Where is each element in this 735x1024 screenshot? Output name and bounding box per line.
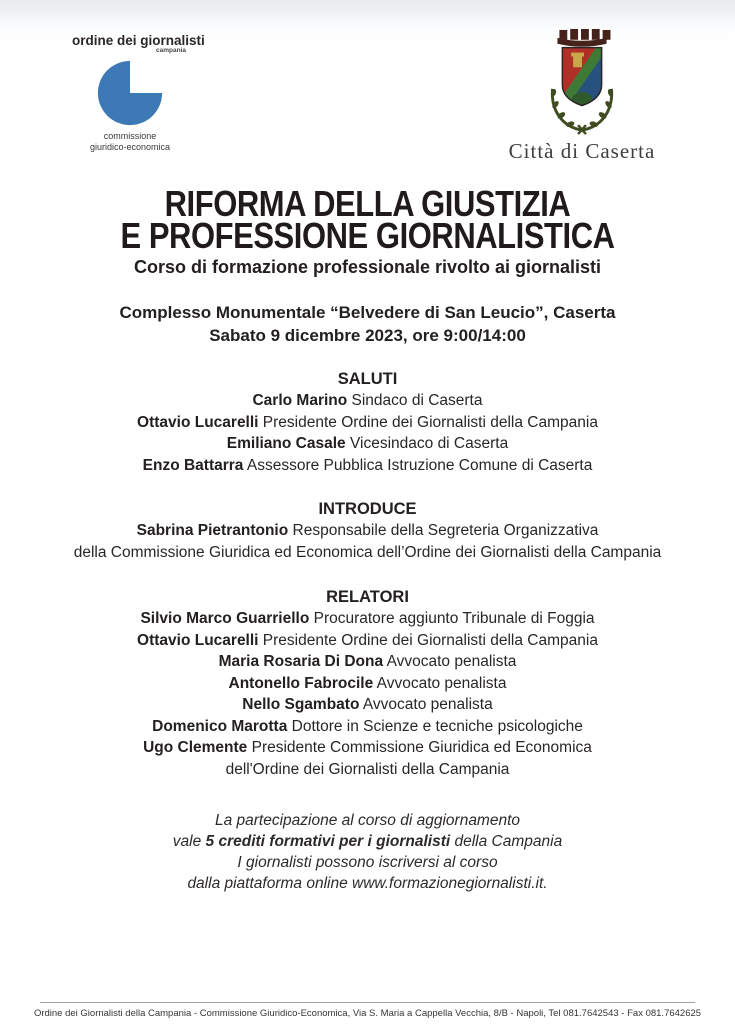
- credits-line2-bold: 5 crediti formativi per i giornalisti: [205, 833, 451, 850]
- odg-logo-region: campania: [156, 47, 186, 54]
- title-subtitle: Corso di formazione professionale rivolto ai giornalisti: [133, 257, 602, 277]
- speaker-name: Antonello Fabrocile: [228, 674, 374, 692]
- speaker-line: [0, 673, 735, 695]
- speaker-name: Sabrina Pietrantonio: [136, 522, 289, 539]
- speaker-name: Ottavio Lucarelli: [137, 631, 259, 649]
- speaker-line: [0, 737, 735, 759]
- speaker-line: [0, 651, 735, 673]
- speaker-line: [0, 694, 735, 716]
- credits-line4: dalla piattaforma online www.formazionegiornalisti.it.: [187, 875, 548, 892]
- speaker-role: dell'Ordine dei Giornalisti della Campania: [225, 760, 510, 778]
- page-title: [0, 183, 735, 256]
- speaker-role: Presidente Ordine dei Giornalisti della Campania: [258, 413, 598, 431]
- credits-line2: [0, 831, 735, 852]
- event-venue: Complesso Monumentale “Belvedere di San Leucio”, Caserta: [119, 303, 616, 322]
- speaker-name: Carlo Marino: [252, 392, 348, 409]
- speaker-name: Silvio Marco Guarriello: [140, 610, 310, 627]
- speaker-line: [0, 608, 735, 630]
- speaker-line: [0, 630, 735, 652]
- event-info: [0, 301, 735, 347]
- speaker-role: della Commissione Giuridica ed Economica dell’Ordine dei Giornalisti della Campania: [73, 543, 662, 561]
- odg-logo-title: ordine dei giornalisti: [72, 33, 205, 48]
- odg-caption-line1: commissione: [103, 131, 157, 141]
- speaker-line: [0, 716, 735, 738]
- odg-campania-logo: [72, 33, 205, 152]
- speaker-role: Sindaco di Caserta: [347, 392, 483, 409]
- footer-contact-info: Ordine dei Giornalisti della Campania - Commissione Giuridico-Economica, Via S. Maria a Cappella Vecchia, 8/B - Napoli, Tel 081.7642543 - Fax 081.7642625: [33, 1008, 702, 1019]
- section-heading: SALUTI: [337, 370, 398, 388]
- section-heading: INTRODUCE: [318, 500, 417, 518]
- footer-divider: [40, 1002, 695, 1003]
- speaker-role: Presidente Ordine dei Giornalisti della Campania: [258, 631, 598, 649]
- speaker-name: Enzo Battarra: [142, 456, 244, 474]
- title-line-2: E PROFESSIONE GIORNALISTICA: [120, 215, 615, 256]
- credits-note: [0, 810, 735, 894]
- speaker-role: Vicesindaco di Caserta: [345, 435, 509, 452]
- speaker-line: [0, 759, 735, 781]
- speaker-line: [0, 412, 735, 434]
- speaker-line: [0, 542, 735, 564]
- main-content: [0, 183, 735, 894]
- speaker-line: [0, 433, 735, 455]
- pie-chart-logo-icon: [96, 59, 164, 127]
- section-heading: RELATORI: [326, 588, 409, 606]
- title-line-1: RIFORMA DELLA GIUSTIZIA: [164, 183, 571, 224]
- speaker-line: [0, 520, 735, 542]
- speaker-name: Domenico Marotta: [152, 717, 288, 735]
- speaker-role: Responsabile della Segreteria Organizzativa: [288, 522, 599, 539]
- speaker-role: Dottore in Scienze e tecniche psicologiche: [287, 717, 583, 735]
- speaker-role: Avvocato penalista: [383, 653, 517, 670]
- speaker-role: Procuratore aggiunto Tribunale di Foggia: [309, 610, 595, 627]
- event-datetime: Sabato 9 dicembre 2023, ore 9:00/14:00: [209, 326, 526, 345]
- credits-line2-post: della Campania: [450, 833, 563, 850]
- speaker-role: Presidente Commissione Giuridica ed Economica: [247, 739, 592, 756]
- caserta-coat-of-arms-icon: [536, 28, 628, 136]
- speaker-name: Emiliano Casale: [226, 435, 346, 452]
- speaker-name: Maria Rosaria Di Dona: [218, 653, 384, 670]
- speaker-name: Nello Sgambato: [242, 696, 360, 713]
- speaker-line: [0, 390, 735, 412]
- odg-caption-line2: giuridico-economica: [89, 141, 171, 152]
- section-relatori: [0, 586, 735, 780]
- speaker-role: Avvocato penalista: [373, 674, 507, 692]
- section-saluti: [0, 368, 735, 476]
- speaker-role: Avvocato penalista: [359, 696, 493, 713]
- caserta-emblem: [487, 28, 677, 164]
- speaker-name: Ottavio Lucarelli: [137, 413, 259, 431]
- caserta-caption: Città di Caserta: [508, 139, 656, 163]
- credits-line1: La partecipazione al corso di aggiornamento: [214, 812, 521, 829]
- speaker-line: [0, 455, 735, 477]
- speaker-name: Ugo Clemente: [143, 739, 248, 756]
- credits-line3: I giornalisti possono iscriversi al corso: [237, 854, 498, 871]
- section-introduce: [0, 498, 735, 563]
- speaker-role: Assessore Pubblica Istruzione Comune di Caserta: [243, 456, 593, 474]
- credits-line2-pre: vale: [172, 833, 206, 850]
